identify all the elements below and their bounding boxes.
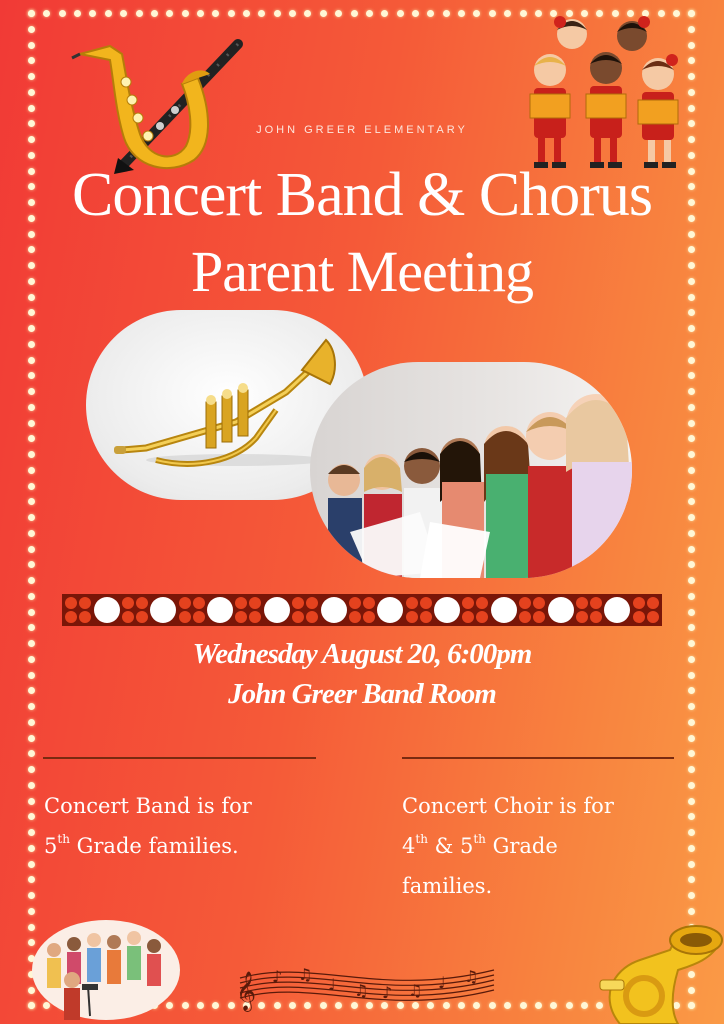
- choir-conductor-icon: [32, 910, 180, 1020]
- pattern-quad: [65, 597, 91, 623]
- border-dot: [688, 309, 695, 316]
- choir-photo: [310, 362, 632, 578]
- choir-info: [402, 786, 692, 906]
- border-dot: [489, 10, 496, 17]
- border-dot: [28, 325, 35, 332]
- border-dot: [688, 57, 695, 64]
- saxophone-icon: [72, 46, 210, 168]
- border-dot: [28, 483, 35, 490]
- divider-right: [402, 757, 674, 759]
- border-dot: [688, 514, 695, 521]
- choir-grade-text: Grade: [485, 834, 558, 858]
- border-dot: [228, 10, 235, 17]
- svg-text:♩: ♩: [328, 975, 336, 994]
- pattern-circle: [604, 597, 630, 623]
- border-dot: [688, 73, 695, 80]
- band-grade-suffix: th: [57, 832, 70, 846]
- border-dot: [28, 341, 35, 348]
- border-dot: [688, 483, 695, 490]
- border-dot: [28, 309, 35, 316]
- border-dot: [28, 719, 35, 726]
- border-dot: [688, 357, 695, 364]
- border-dot: [688, 89, 695, 96]
- border-dot: [28, 372, 35, 379]
- border-dot: [688, 105, 695, 112]
- border-dot: [28, 782, 35, 789]
- border-dot: [688, 530, 695, 537]
- border-dot: [688, 420, 695, 427]
- pattern-circle: [94, 597, 120, 623]
- choir-grade-a: 4: [402, 834, 416, 858]
- border-dot: [28, 105, 35, 112]
- border-dot: [28, 10, 35, 17]
- border-dot: [397, 10, 404, 17]
- title-line-1: Concert Band & Chorus: [72, 161, 652, 229]
- border-dot: [136, 10, 143, 17]
- pattern-circle: [150, 597, 176, 623]
- border-dot: [28, 89, 35, 96]
- border-dot: [43, 10, 50, 17]
- border-dot: [535, 1002, 542, 1009]
- border-dot: [688, 908, 695, 915]
- pattern-quad: [235, 597, 261, 623]
- border-dot: [688, 231, 695, 238]
- border-dot: [688, 435, 695, 442]
- pattern-circle: [207, 597, 233, 623]
- pattern-quad: [633, 597, 659, 623]
- border-dot: [351, 10, 358, 17]
- border-dot: [550, 1002, 557, 1009]
- border-dot: [412, 10, 419, 17]
- border-dot: [335, 10, 342, 17]
- border-dot: [520, 1002, 527, 1009]
- music-staff-icon: [232, 952, 502, 1014]
- border-dot: [274, 10, 281, 17]
- event-location: John Greer Band Room: [228, 678, 496, 710]
- border-dot: [74, 10, 81, 17]
- border-dot: [28, 829, 35, 836]
- border-dot: [366, 10, 373, 17]
- band-grade-text: Grade families.: [69, 834, 239, 858]
- border-dot: [688, 325, 695, 332]
- border-dot: [28, 861, 35, 868]
- choir-grade-a-suffix: th: [415, 832, 428, 846]
- border-dot: [688, 750, 695, 757]
- border-dot: [182, 1002, 189, 1009]
- pattern-quad: [519, 597, 545, 623]
- band-grade-number: 5: [44, 834, 58, 858]
- border-dot: [28, 26, 35, 33]
- border-dot: [688, 546, 695, 553]
- border-dot: [289, 10, 296, 17]
- border-dot: [28, 152, 35, 159]
- pattern-circle: [434, 597, 460, 623]
- border-dot: [120, 10, 127, 17]
- border-dot: [28, 420, 35, 427]
- border-dot: [381, 10, 388, 17]
- border-dot: [28, 467, 35, 474]
- choir-info-line-3: families.: [402, 874, 493, 898]
- band-info: [44, 786, 344, 866]
- border-dot: [28, 451, 35, 458]
- border-dot: [182, 10, 189, 17]
- border-dot: [688, 10, 695, 17]
- border-dot: [212, 10, 219, 17]
- border-dot: [688, 467, 695, 474]
- border-dot: [688, 26, 695, 33]
- border-dot: [28, 530, 35, 537]
- border-dot: [688, 609, 695, 616]
- title-line-2: Parent Meeting: [191, 239, 533, 304]
- pattern-quad: [122, 597, 148, 623]
- border-dot: [28, 892, 35, 899]
- pattern-circle: [321, 597, 347, 623]
- border-dot: [688, 136, 695, 143]
- border-dot: [688, 593, 695, 600]
- svg-text:♪: ♪: [382, 983, 393, 1002]
- svg-text:𝄞: 𝄞: [236, 971, 257, 1011]
- border-dot: [105, 10, 112, 17]
- school-name: JOHN GREER ELEMENTARY: [256, 124, 468, 136]
- border-dot: [320, 10, 327, 17]
- border-dot: [28, 435, 35, 442]
- border-dot: [197, 1002, 204, 1009]
- border-dot: [28, 876, 35, 883]
- border-dot: [28, 404, 35, 411]
- border-dot: [151, 10, 158, 17]
- choir-grade-b: 5: [459, 834, 474, 858]
- border-dot: [688, 624, 695, 631]
- border-dot: [688, 561, 695, 568]
- divider-left: [43, 757, 316, 759]
- border-dot: [28, 546, 35, 553]
- border-dot: [28, 766, 35, 773]
- border-dot: [688, 766, 695, 773]
- border-dot: [28, 231, 35, 238]
- svg-text:♫: ♫: [464, 967, 479, 986]
- border-dot: [28, 624, 35, 631]
- pattern-circle: [377, 597, 403, 623]
- border-dot: [197, 10, 204, 17]
- border-dot: [212, 1002, 219, 1009]
- border-dot: [28, 73, 35, 80]
- border-dot: [688, 719, 695, 726]
- choir-grade-b-suffix: th: [473, 832, 486, 846]
- pattern-quad: [292, 597, 318, 623]
- border-dot: [243, 10, 250, 17]
- choir-info-line-1: Concert Choir is for: [402, 794, 614, 818]
- svg-text:♫: ♫: [298, 965, 313, 984]
- pattern-circle: [264, 597, 290, 623]
- border-dot: [473, 10, 480, 17]
- border-dot: [28, 813, 35, 820]
- border-dot: [688, 152, 695, 159]
- svg-text:♪: ♪: [272, 967, 283, 986]
- border-dot: [89, 10, 96, 17]
- border-dot: [304, 10, 311, 17]
- border-dot: [28, 750, 35, 757]
- border-dot: [458, 10, 465, 17]
- border-dot: [28, 577, 35, 584]
- svg-text:♩: ♩: [438, 973, 446, 992]
- border-dot: [688, 42, 695, 49]
- border-dot: [28, 57, 35, 64]
- pattern-quad: [462, 597, 488, 623]
- pattern-circle: [491, 597, 517, 623]
- border-dot: [688, 372, 695, 379]
- border-dot: [28, 735, 35, 742]
- border-dot: [688, 577, 695, 584]
- border-dot: [443, 10, 450, 17]
- pattern-quad: [576, 597, 602, 623]
- choir-ampersand: &: [427, 834, 460, 858]
- pattern-circle: [548, 597, 574, 623]
- border-dot: [59, 10, 66, 17]
- chorus-kids-icon: [526, 10, 686, 170]
- border-dot: [28, 514, 35, 521]
- border-dot: [28, 609, 35, 616]
- border-dot: [28, 42, 35, 49]
- border-dot: [28, 388, 35, 395]
- border-dot: [28, 845, 35, 852]
- event-date-time: Wednesday August 20, 6:00pm: [192, 638, 532, 670]
- border-dot: [688, 388, 695, 395]
- border-dot: [28, 561, 35, 568]
- border-dot: [504, 1002, 511, 1009]
- border-dot: [166, 10, 173, 17]
- border-dot: [28, 593, 35, 600]
- decorative-pattern-band: [62, 594, 662, 626]
- border-dot: [427, 10, 434, 17]
- pattern-quad: [349, 597, 375, 623]
- border-dot: [28, 798, 35, 805]
- choir-info-line-2: [402, 826, 692, 866]
- border-dot: [28, 357, 35, 364]
- border-dot: [688, 404, 695, 411]
- svg-text:♫: ♫: [354, 981, 369, 1000]
- band-info-line-1: Concert Band is for: [44, 794, 252, 818]
- border-dot: [258, 10, 265, 17]
- band-info-line-2: [44, 826, 344, 866]
- svg-text:♫: ♫: [408, 981, 423, 1000]
- border-dot: [28, 498, 35, 505]
- border-dot: [504, 10, 511, 17]
- border-dot: [688, 735, 695, 742]
- border-dot: [688, 451, 695, 458]
- pattern-quad: [406, 597, 432, 623]
- border-dot: [688, 498, 695, 505]
- saxophone-clarinet-art: [70, 34, 250, 174]
- pattern-quad: [179, 597, 205, 623]
- border-dot: [28, 136, 35, 143]
- border-dot: [688, 341, 695, 348]
- tuba-icon: [560, 920, 724, 1024]
